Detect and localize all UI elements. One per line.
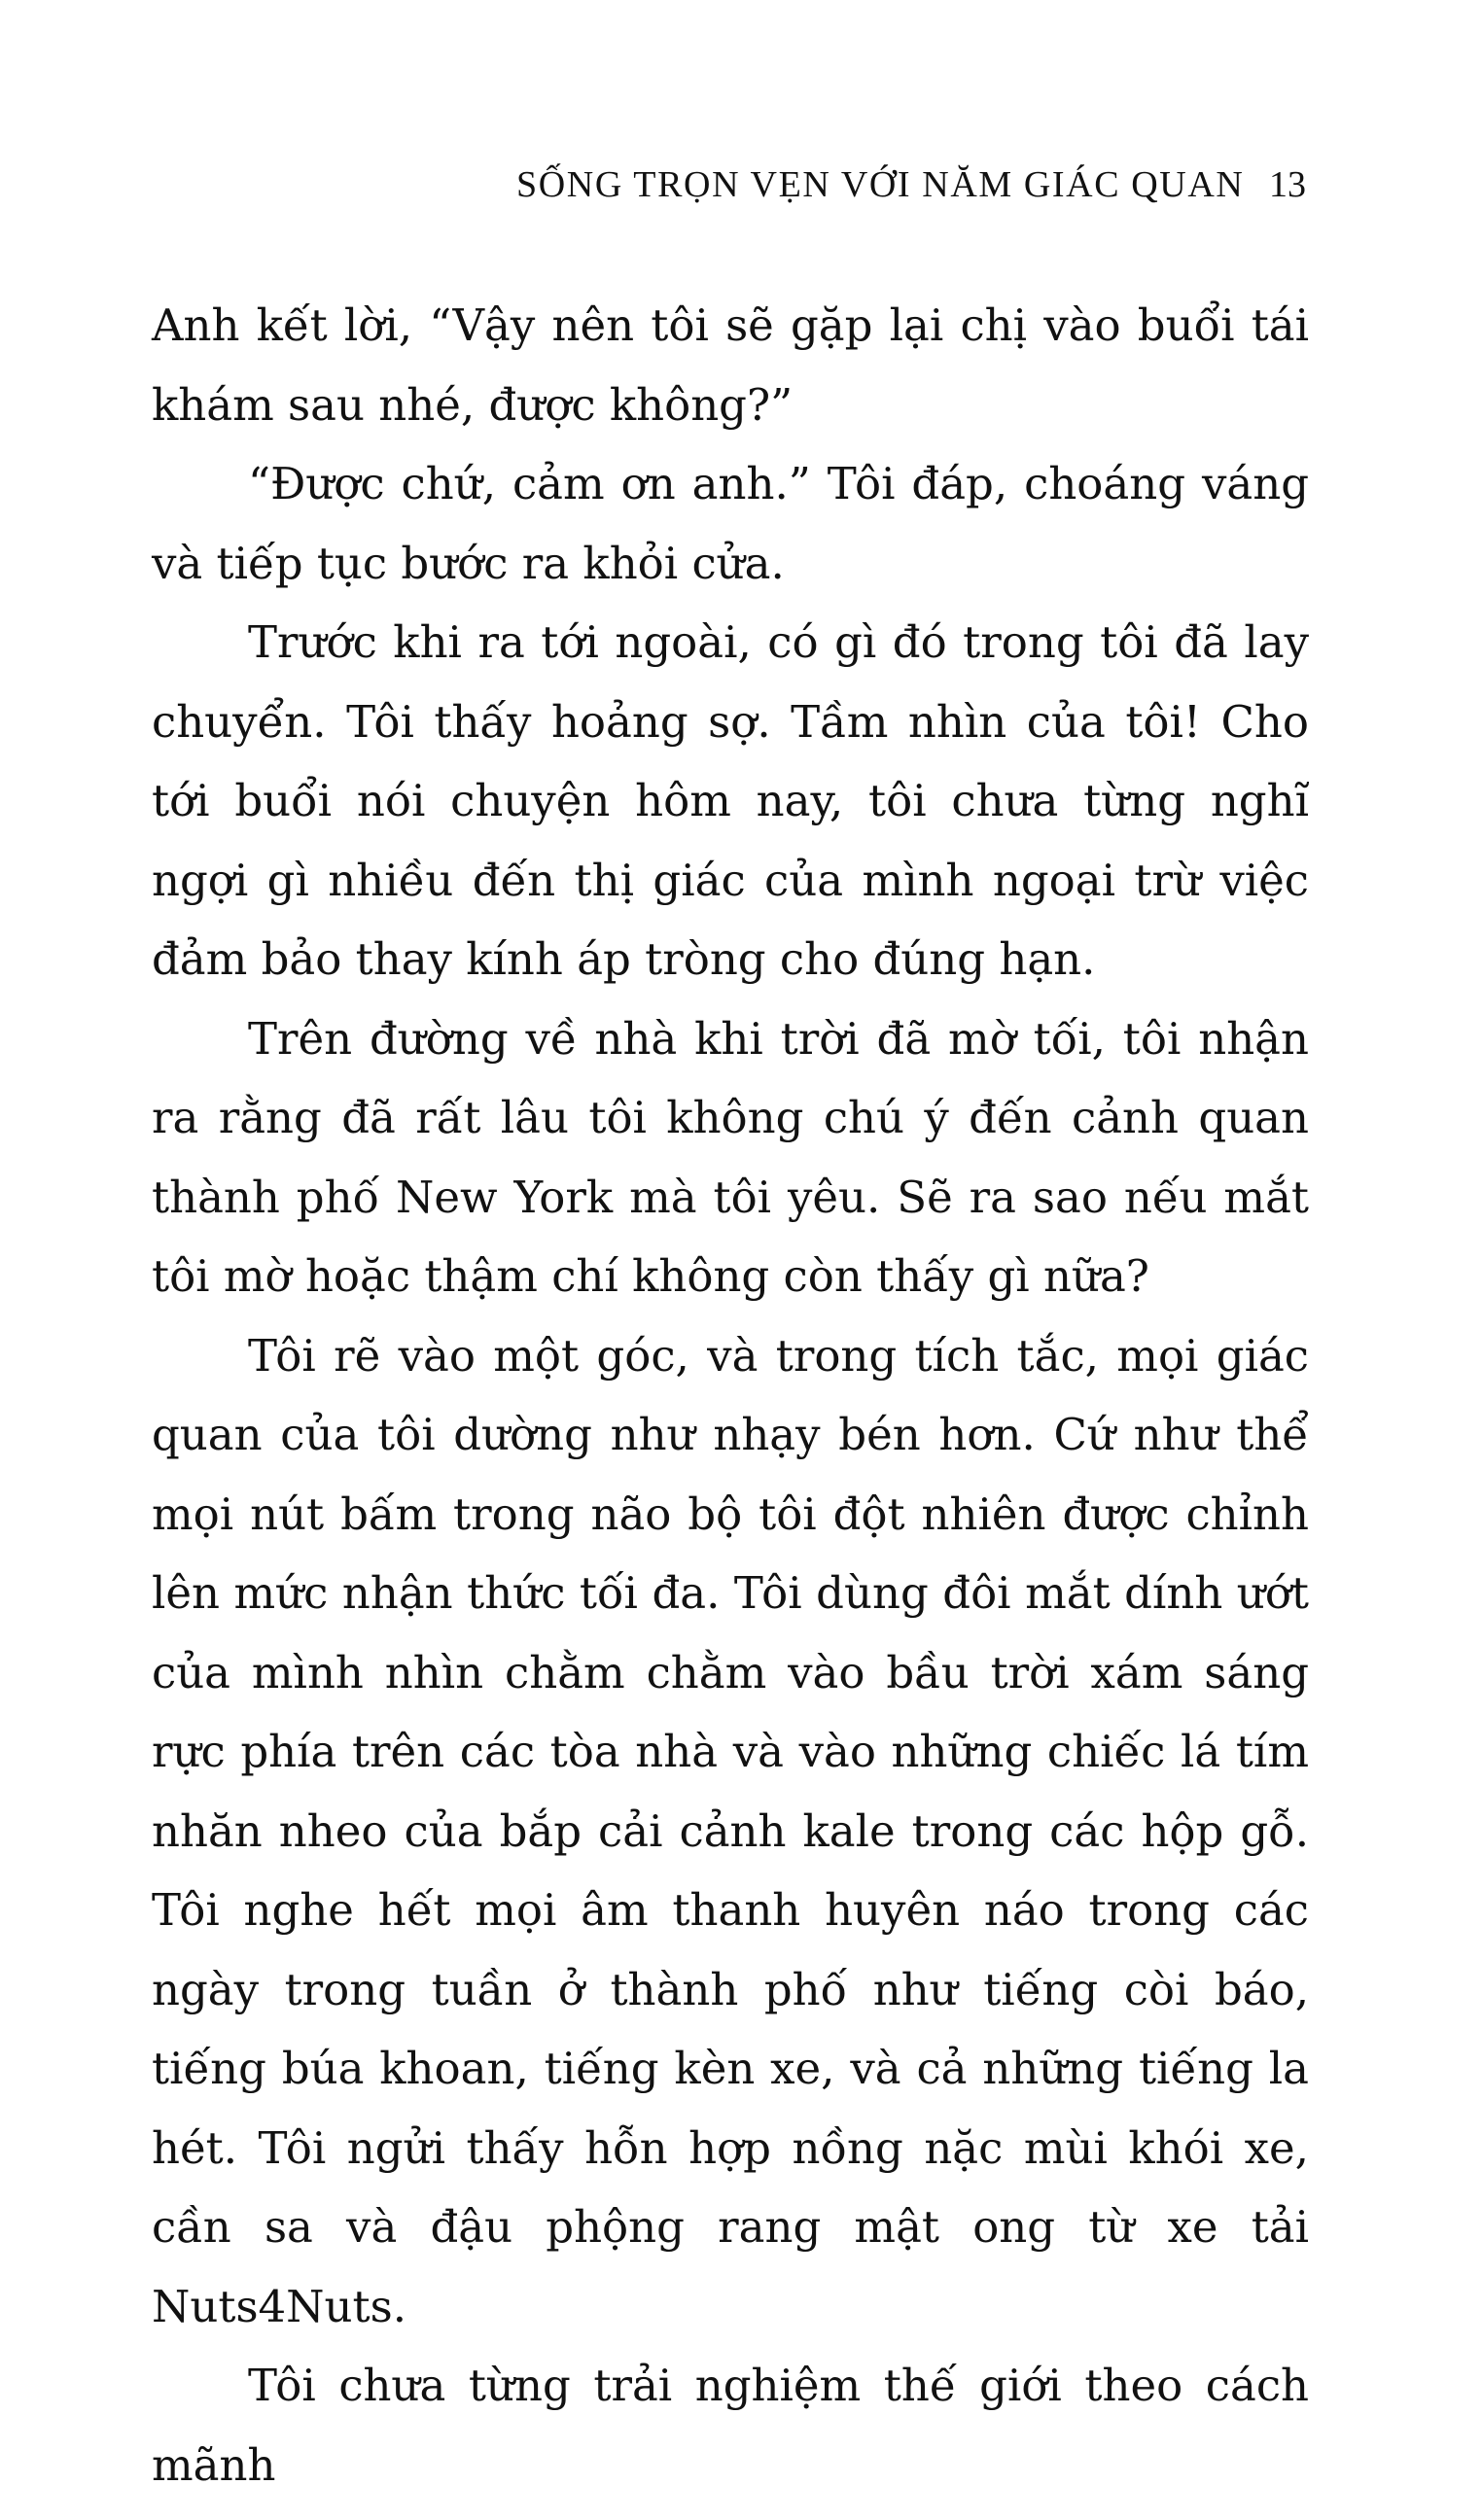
chapter-title: SỐNG TRỌN VẸN VỚI NĂM GIÁC QUAN — [516, 164, 1245, 205]
paragraph: Tôi rẽ vào một góc, và trong tích tắc, mọi giác quan của tôi dường như nhạy bén hơn. Cứ như thể mọi nút bấm trong não bộ tôi đột nhiên được chỉnh lên mức nhận thức tối đa. Tôi dùng đôi mắt dính ướt của mình nhìn chằm chằm vào bầu trời xám sáng rực phía trên các tòa nhà và vào những chiếc lá tím nhăn nheo của bắp cải cảnh kale trong các hộp gỗ. Tôi nghe hết mọi âm thanh huyên náo trong các ngày trong tuần ở thành phố như tiếng còi báo, tiếng búa khoan, tiếng kèn xe, và cả những tiếng la hét. Tôi ngửi thấy hỗn hợp nồng nặc mùi khói xe, cần sa và đậu phộng rang mật ong từ xe tải Nuts4Nuts. — [152, 1329, 1309, 2332]
paragraph: Trước khi ra tới ngoài, có gì đó trong tôi đã lay chuyển. Tôi thấy hoảng sợ. Tầm nhìn của tôi! Cho tới buổi nói chuyện hôm nay, tôi chưa từng nghĩ ngợi gì nhiều đến thị giác của mình ngoại trừ việc đảm bảo thay kính áp tròng cho đúng hạn. — [152, 616, 1309, 985]
running-header — [0, 163, 1482, 222]
paragraph: “Được chứ, cảm ơn anh.” Tôi đáp, choáng váng và tiếp tục bước ra khỏi cửa. — [152, 458, 1309, 589]
paragraph: Tôi chưa từng trải nghiệm thế giới theo cách mãnh — [152, 2360, 1309, 2491]
paragraph: Trên đường về nhà khi trời đã mờ tối, tôi nhận ra rằng đã rất lâu tôi không chú ý đến cảnh quan thành phố New York mà tôi yêu. Sẽ ra sao nếu mắt tôi mờ hoặc thậm chí không còn thấy gì nữa? — [152, 1012, 1309, 1302]
body-text — [152, 286, 1309, 2504]
page-number: 13 — [1269, 164, 1306, 205]
paragraph: Anh kết lời, “Vậy nên tôi sẽ gặp lại chị vào buổi tái khám sau nhé, được không?” — [152, 299, 1309, 431]
